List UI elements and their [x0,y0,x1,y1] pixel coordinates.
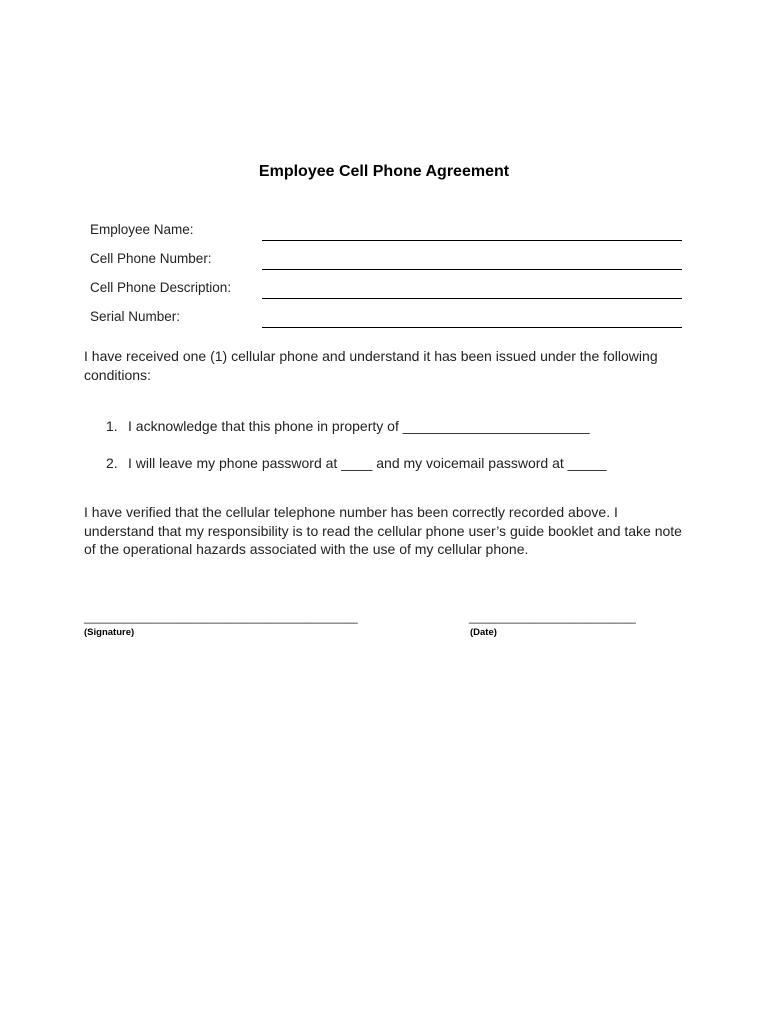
verification-paragraph: I have verified that the cellular telephone number has been correctly recorded above. I understand that my responsibility is to read the cellular phone user’s guide booklet and take note of the operational hazards associated with the use of my cellular phone. [84,504,682,557]
cell-phone-number-line [262,269,682,270]
condition-text: I acknowledge that this phone in property of ________________________ [128,418,590,434]
cell-phone-description-field [90,280,682,302]
signature-line: _________________________________________ [84,610,358,624]
date-caption: (Date) [470,627,497,638]
signature-caption: (Signature) [84,627,135,638]
employee-name-field [90,222,682,244]
employee-name-line [262,240,682,241]
cell-phone-number-field [90,251,682,273]
date-line: _________________________ [469,610,636,624]
intro-paragraph: I have received one (1) cellular phone and understand it has been issued under the following conditions: [84,348,658,383]
cell-phone-description-line [262,298,682,299]
condition-number: 2. [106,455,118,471]
employee-name-label: Employee Name: [90,222,194,237]
condition-item [106,455,607,471]
cell-phone-description-label: Cell Phone Description: [90,280,232,295]
condition-item [106,418,590,434]
condition-text: I will leave my phone password at ____ and my voicemail password at _____ [128,455,607,471]
condition-number: 1. [106,418,118,434]
serial-number-field [90,309,682,331]
cell-phone-number-label: Cell Phone Number: [90,251,212,266]
serial-number-line [262,327,682,328]
document-title: Employee Cell Phone Agreement [258,163,510,180]
serial-number-label: Serial Number: [90,309,181,324]
